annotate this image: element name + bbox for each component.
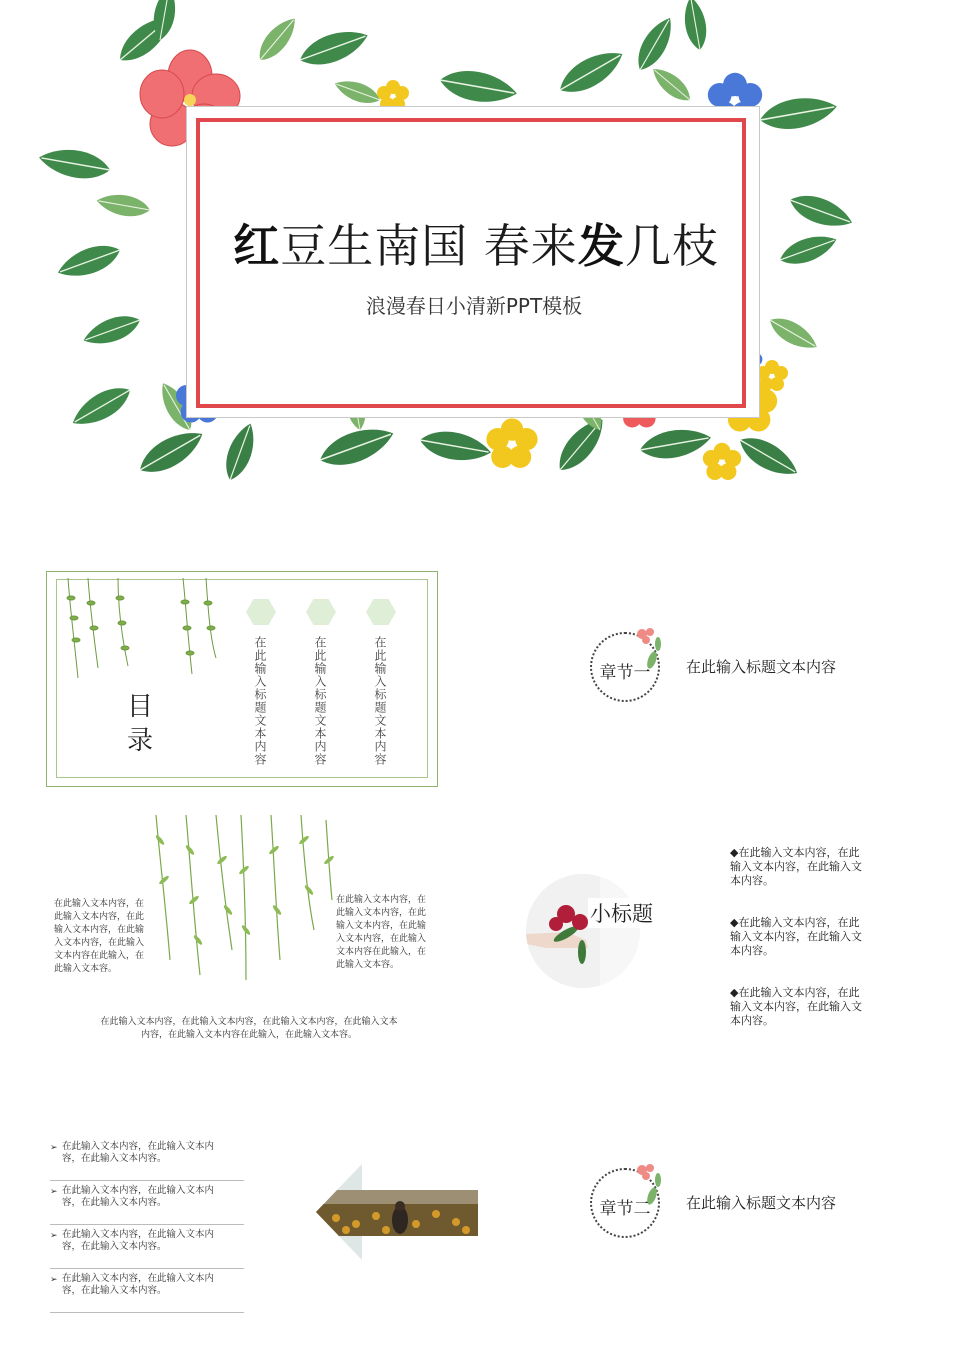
chapter2-title[interactable]: 在此输入标题文本内容 [686, 1194, 837, 1212]
toc-heading-char2: 录 [126, 726, 153, 756]
toc-item-1[interactable]: 在此输入标题文本内容 [253, 636, 267, 766]
willow-right-text: 在此输入文本内容，在此输入文本内容，在此输入文本内容，在此输入文本内容，在此输入文本内容在此输入，在此输入文本容。 [336, 895, 427, 970]
list-item-text: 在此输入文本内容，在此输入文本内容，在此输入文本内容。 [62, 1141, 215, 1164]
cover-title-part3: 发 [577, 219, 625, 273]
arrow-bullet-icon: ➢ [50, 1187, 58, 1197]
list-item-text: 在此输入文本内容，在此输入文本内容，在此输入文本内容。 [62, 1229, 215, 1252]
willow-bottom-text [96, 1016, 402, 1042]
list-item-4 [50, 1273, 244, 1313]
toc-item-3[interactable]: 在此输入标题文本内容 [373, 636, 387, 766]
cover-title-part1: 红 [233, 219, 281, 273]
subtitle-bullet-2: ◆在此输入文本内容，在此输入文本内容，在此输入文本内容。 [730, 916, 862, 957]
cover-subtitle: 浪漫春日小清新PPT模板 [365, 294, 583, 318]
chapter2-label: 章节二 [599, 1199, 651, 1219]
willow-branches-illustration [146, 810, 336, 985]
toc-heading [118, 690, 162, 758]
toc-item-2[interactable]: 在此输入标题文本内容 [313, 636, 327, 766]
willow-left-text: 在此输入文本内容，在此输入文本内容，在此输入文本内容，在此输入文本内容，在此输入文本内容在此输入，在此输入文本容。 [54, 899, 145, 974]
subtitle-bullet-1: ◆在此输入文本内容，在此输入文本内容，在此输入文本内容。 [730, 846, 862, 887]
list-item-text: 在此输入文本内容，在此输入文本内容，在此输入文本内容。 [62, 1273, 215, 1296]
toc-heading-char1: 目 [126, 692, 153, 722]
arrow-bullet-icon: ➢ [50, 1275, 58, 1285]
subtitle-photo-circle [526, 874, 640, 988]
list-item-2 [50, 1185, 244, 1225]
list-item-text: 在此输入文本内容，在此输入文本内容，在此输入文本内容。 [62, 1185, 215, 1208]
willow-bottom-line2: 内容，在此输入文本内容在此输入，在此输入文本容。 [140, 1030, 357, 1040]
list-item-1 [50, 1141, 244, 1181]
arrow-bullet-icon: ➢ [50, 1143, 58, 1153]
chapter1-title[interactable]: 在此输入标题文本内容 [686, 658, 837, 676]
cover-title-part4: 几枝 [624, 219, 719, 273]
list-item-3 [50, 1229, 244, 1269]
hanging-vines-illustration [58, 578, 228, 688]
cover-title-part2: 豆生南国 春来 [280, 219, 578, 273]
cover-title [196, 210, 756, 276]
cover-slide [0, 0, 960, 540]
arrow-photo-shape [316, 1164, 478, 1260]
chapter1-label: 章节一 [599, 663, 651, 683]
arrow-bullet-icon: ➢ [50, 1231, 58, 1241]
subtitle-bullet-3: ◆在此输入文本内容，在此输入文本内容，在此输入文本内容。 [730, 986, 862, 1027]
bouquet-photo [526, 874, 640, 988]
willow-bottom-line1: 在此输入文本内容，在此输入文本内容，在此输入文本内容，在此输入文本 [100, 1017, 398, 1027]
subtitle-label: 小标题 [588, 898, 655, 928]
